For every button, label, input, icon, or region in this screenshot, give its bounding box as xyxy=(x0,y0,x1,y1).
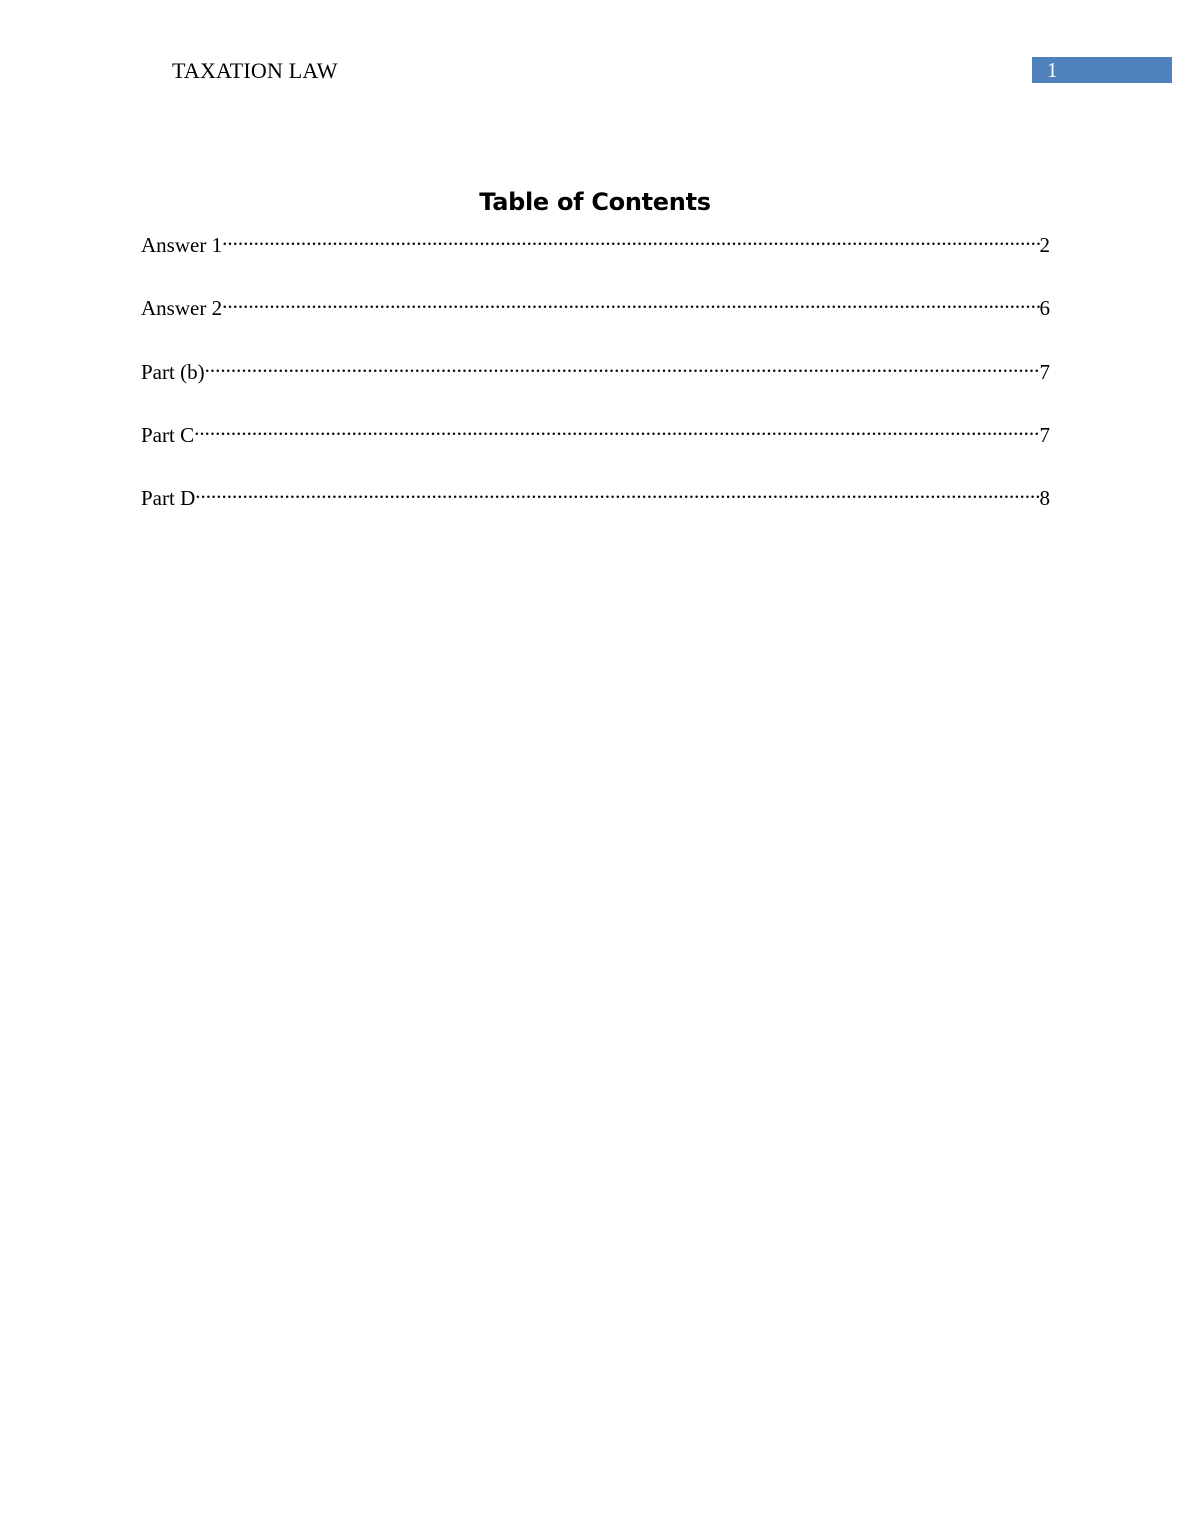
toc-entry-page: 2 xyxy=(1039,233,1050,257)
toc-entry-page: 7 xyxy=(1039,422,1050,447)
toc-dot-leader xyxy=(194,414,1039,442)
toc-entry-answer-2[interactable] xyxy=(141,287,1050,350)
toc-entry-part-c[interactable] xyxy=(141,414,1050,477)
running-header-title: TAXATION LAW xyxy=(172,58,338,83)
toc-entry-label: Part D xyxy=(141,486,196,511)
toc-entry-page: 7 xyxy=(1039,359,1050,384)
page-number-badge xyxy=(1032,57,1172,83)
table-of-contents xyxy=(141,224,1050,540)
toc-entry-label: Part C xyxy=(141,422,195,447)
toc-entry-part-b[interactable] xyxy=(141,351,1050,414)
toc-heading: Table of Contents xyxy=(479,188,711,216)
toc-dot-leader xyxy=(222,287,1039,315)
toc-entry-label: Part (b) xyxy=(141,359,205,384)
toc-entry-page: 8 xyxy=(1039,486,1050,511)
toc-dot-leader xyxy=(205,351,1040,379)
toc-dot-leader xyxy=(195,477,1039,505)
toc-entry-part-d[interactable] xyxy=(141,477,1050,540)
toc-dot-leader xyxy=(222,224,1039,252)
toc-entry-page: 6 xyxy=(1039,296,1050,321)
toc-entry-answer-1[interactable] xyxy=(141,224,1050,287)
page-number: 1 xyxy=(1047,58,1058,82)
toc-entry-label: Answer 1 xyxy=(141,233,223,257)
toc-entry-label: Answer 2 xyxy=(141,296,223,321)
